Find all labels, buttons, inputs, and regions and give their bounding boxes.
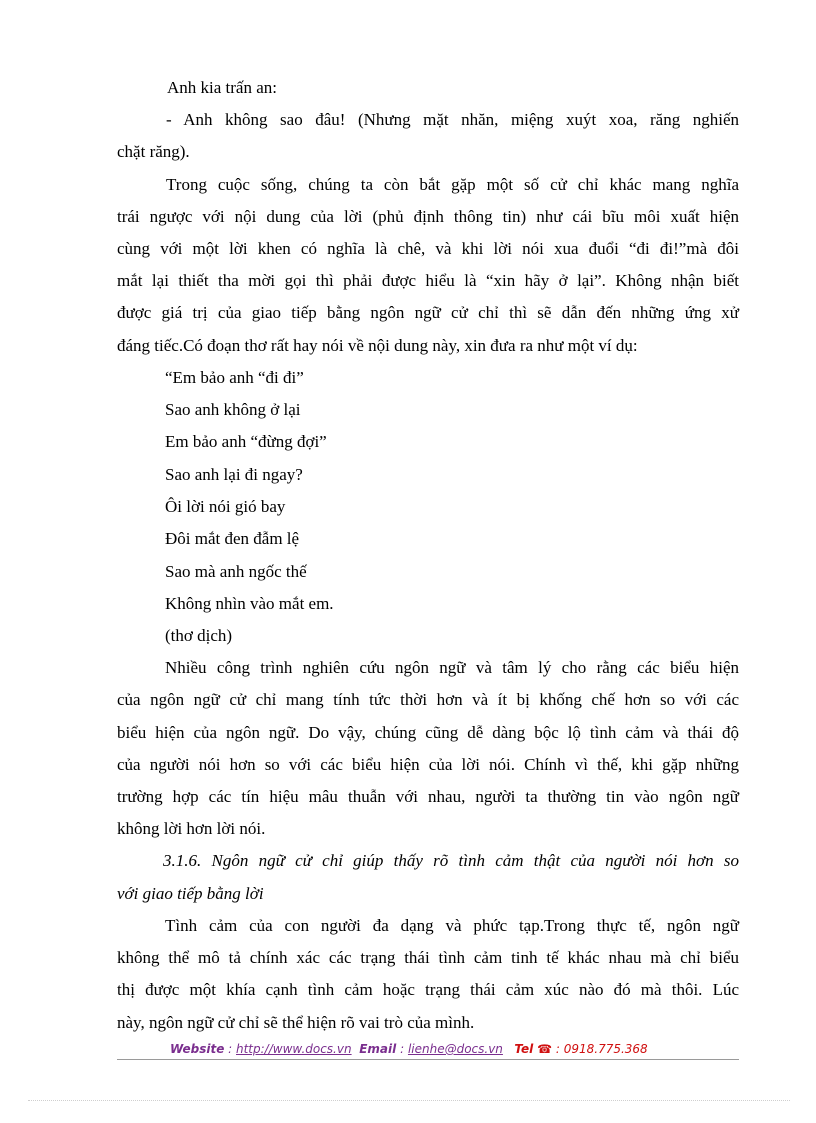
body-line: Tình cảm của con người đa dạng và phức tạp.Trong thực tế, ngôn ngữ: [165, 916, 739, 935]
poem-line: Em bảo anh “đừng đợi”: [165, 432, 327, 451]
footer-contact: [170, 1042, 648, 1056]
body-line: - Anh không sao đâu! (Nhưng mặt nhăn, miệng xuýt xoa, răng nghiến: [166, 110, 739, 129]
body-line: mắt lại thiết tha mời gọi thì phải được hiểu là “xin hãy ở lại”. Không nhận biết: [117, 271, 739, 290]
tel-separator: :: [552, 1042, 564, 1056]
body-line: biểu hiện của ngôn ngữ. Do vậy, chúng cũng dễ dàng bộc lộ tình cảm và thái độ: [117, 723, 739, 742]
body-line: của người nói hơn so với các biểu hiện của lời nói. Chính vì thế, khi gặp những: [117, 755, 739, 774]
website-label: Website: [170, 1042, 225, 1056]
poem-line: Ôi lời nói gió bay: [165, 497, 286, 516]
email-separator: :: [396, 1042, 408, 1056]
website-separator: :: [224, 1042, 236, 1056]
tel-label: Tel: [514, 1042, 534, 1056]
website-link[interactable]: http://www.docs.vn: [236, 1042, 352, 1056]
email-label: Email: [359, 1042, 397, 1056]
body-line: trái ngược với nội dung của lời (phủ định thông tin) như cái bĩu môi xuất hiện: [117, 207, 739, 226]
body-line: được giá trị của giao tiếp bằng ngôn ngữ cử chỉ thì sẽ dẫn đến những ứng xử: [117, 303, 739, 322]
footer-divider: [117, 1059, 739, 1060]
body-line: Nhiều công trình nghiên cứu ngôn ngữ và tâm lý cho rằng các biểu hiện: [165, 658, 739, 677]
body-line: Trong cuộc sống, chúng ta còn bắt gặp một số cử chỉ khác mang nghĩa: [166, 175, 739, 194]
body-line: này, ngôn ngữ cử chỉ sẽ thể hiện rõ vai trò của mình.: [117, 1013, 475, 1032]
tel-value: 0918.775.368: [563, 1042, 648, 1056]
body-line: không thể mô tả chính xác các trạng thái tình cảm tinh tế khác nhau mà chỉ biểu: [117, 948, 739, 967]
section-heading: với giao tiếp bằng lời: [117, 884, 264, 903]
body-line: không lời hơn lời nói.: [117, 819, 266, 838]
section-heading: 3.1.6. Ngôn ngữ cử chỉ giúp thấy rõ tình cảm thật của người nói hơn so: [163, 851, 739, 870]
body-line: thị được một khía cạnh tình cảm hoặc trạng thái cảm xúc nào đó mà thôi. Lúc: [117, 980, 739, 999]
poem-line: Đôi mắt đen đẫm lệ: [165, 529, 300, 548]
body-line: trường hợp các tín hiệu mâu thuẫn với nhau, người ta thường tin vào ngôn ngữ: [117, 787, 739, 806]
phone-icon: ☎: [537, 1042, 553, 1056]
page-bottom-border: [28, 1100, 790, 1101]
poem-line: Không nhìn vào mắt em.: [165, 594, 334, 613]
body-line: Anh kia trấn an:: [167, 78, 277, 97]
poem-line: Sao anh lại đi ngay?: [165, 465, 303, 484]
body-line: đáng tiếc.Có đoạn thơ rất hay nói về nội dung này, xin đưa ra như một ví dụ:: [117, 336, 638, 355]
poem-source: (thơ dịch): [165, 626, 233, 645]
body-line: của ngôn ngữ cử chỉ mang tính tức thời hơn và ít bị khống chế hơn so với các: [117, 690, 739, 709]
poem-line: “Em bảo anh “đi đi”: [165, 368, 304, 387]
body-line: chặt răng).: [117, 142, 190, 161]
poem-line: Sao anh không ở lại: [165, 400, 301, 419]
email-link[interactable]: lienhe@docs.vn: [407, 1042, 503, 1056]
body-line: cùng với một lời khen có nghĩa là chê, và khi lời nói xua đuổi “đi đi!”mà đôi: [117, 239, 739, 258]
poem-line: Sao mà anh ngốc thế: [165, 562, 307, 581]
